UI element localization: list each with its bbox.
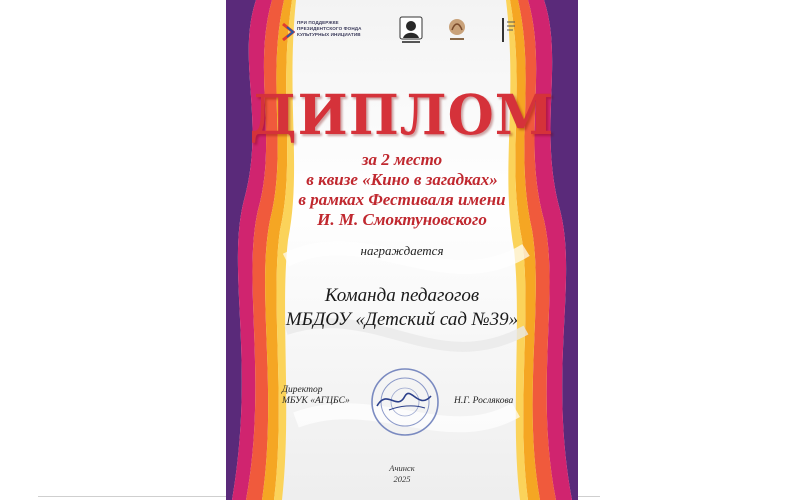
signatory-role-line: МБУК «АГЦБС»: [282, 396, 350, 406]
fund-caption: [297, 20, 377, 38]
awarded-label: награждается: [360, 243, 444, 258]
reason-line: И. М. Смоктуновского: [317, 210, 487, 229]
reason-line: за 2 место: [361, 150, 443, 169]
signatory-role-line: Директор: [282, 385, 323, 395]
issue-year: 2025: [393, 474, 411, 484]
reason-line: в квизе «Кино в загадках»: [306, 170, 498, 189]
reason-line: в рамках Фестиваля имени: [298, 190, 506, 209]
presidential-fund-logo: [281, 18, 371, 48]
recipient-line: МБДОУ «Детский сад №39»: [285, 309, 519, 330]
diploma-page: [226, 0, 578, 500]
issue-place-date: [226, 463, 578, 485]
library-emblem-logo: [447, 16, 467, 46]
recipient-line: Команда педагогов: [324, 285, 480, 306]
diploma-title: ДИПЛОМ: [249, 82, 555, 148]
official-stamp-icon: [369, 366, 441, 438]
fund-caption-line: ПРЕЗИДЕНТСКОГО ФОНДА: [297, 26, 362, 31]
fund-caption-line: ПРИ ПОДДЕРЖКЕ: [297, 20, 339, 25]
fund-chevron-icon: [281, 22, 295, 42]
signatory-name: Н.Г. Рослякова: [454, 396, 514, 406]
issue-city: Ачинск: [389, 463, 415, 473]
signatory-role: [282, 385, 350, 407]
recipient-name: [226, 284, 578, 332]
festival-portrait-logo: [399, 16, 423, 46]
city-crest-logo: [497, 16, 519, 46]
sponsor-logos: [281, 16, 526, 50]
award-reason: [226, 150, 578, 230]
fund-caption-line: КУЛЬТУРНЫХ ИНИЦИАТИВ: [297, 32, 361, 37]
